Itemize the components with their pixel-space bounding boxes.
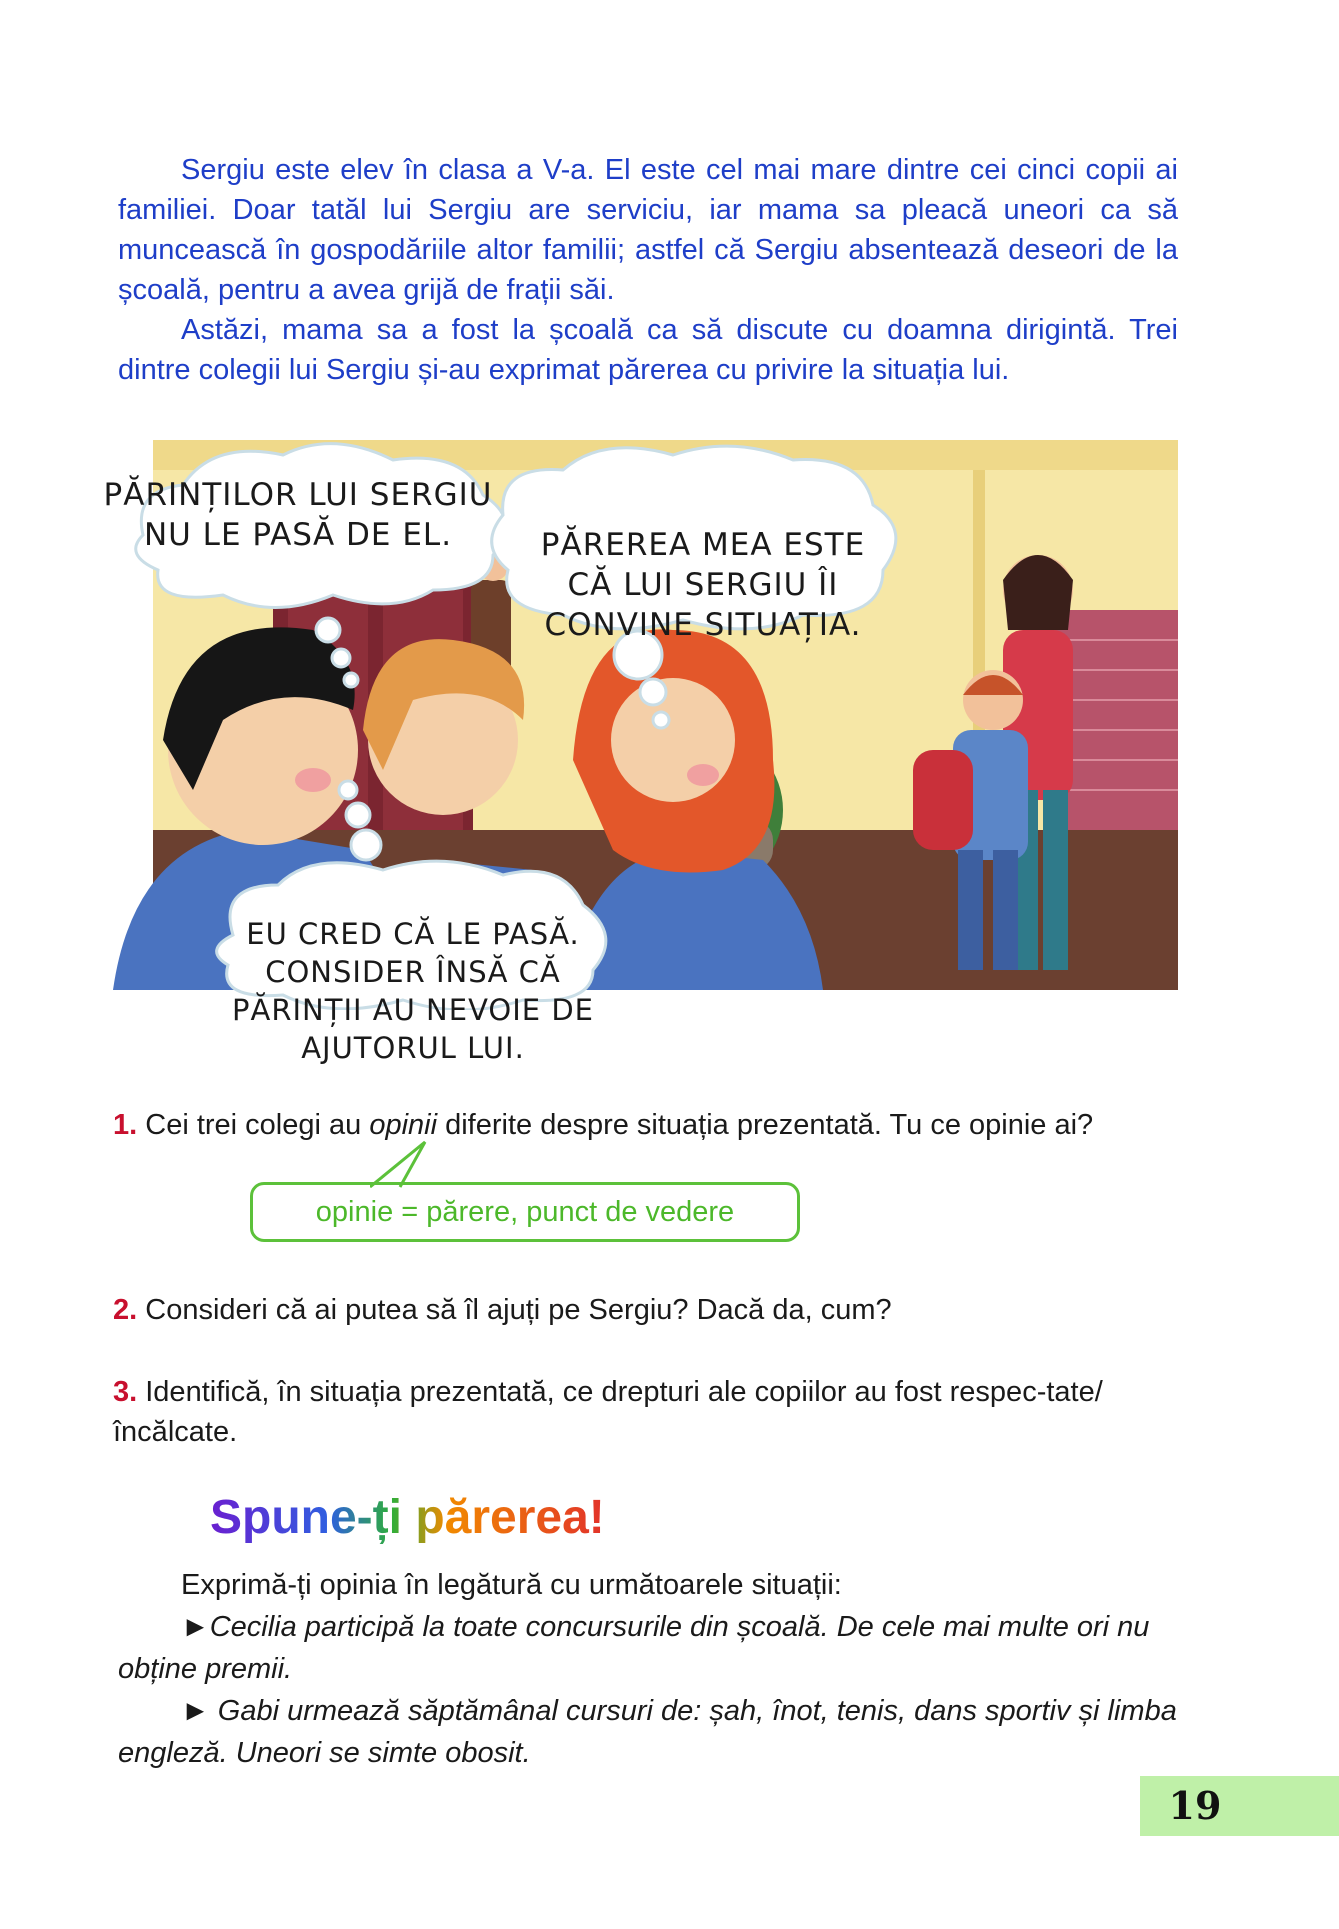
task-1-number: 1. bbox=[113, 1109, 138, 1141]
task-1-text-before: Cei trei colegi au bbox=[145, 1109, 370, 1141]
task-3 bbox=[113, 1372, 1183, 1452]
task-2-text: Consideri că ai putea să îl ajuți pe Sergiu? Dacă da, cum? bbox=[145, 1294, 892, 1326]
page-number: 19 bbox=[1168, 1783, 1222, 1828]
opinion-item-1: ►Cecilia participă la toate concursurile din școală. De cele mai multe ori nu obține premii. bbox=[118, 1611, 1150, 1685]
intro-text bbox=[118, 150, 1178, 390]
task-2-number: 2. bbox=[113, 1294, 138, 1326]
intro-paragraph-2: Astăzi, mama sa a fost la școală ca să discute cu doamna dirigintă. Trei dintre colegii lui Sergiu și-au exprimat părerea cu privire la situația lui. bbox=[118, 314, 1178, 386]
section-title: Spune-ți părerea! bbox=[210, 1491, 605, 1544]
task-1-emphasis: opinii bbox=[369, 1109, 438, 1141]
opinion-section bbox=[118, 1564, 1188, 1774]
definition-box: opinie = părere, punct de vedere bbox=[250, 1182, 800, 1242]
opinion-prompt: Exprimă-ți opinia în legătură cu următoarele situații: bbox=[181, 1569, 842, 1601]
task-3-text: Identifică, în situația prezentată, ce drepturi ale copiilor au fost respec-tate/ încălcate. bbox=[113, 1376, 1103, 1448]
task-2 bbox=[113, 1290, 1183, 1330]
task-3-number: 3. bbox=[113, 1376, 138, 1408]
thought-bubble-1: PĂRINȚILOR LUI SERGIU NU LE PASĂ DE EL. bbox=[103, 477, 493, 553]
thought-bubble-2: PĂREREA MEA ESTE CĂ LUI SERGIU ÎI CONVINE SITUAȚIA. bbox=[540, 527, 866, 643]
opinion-item-2: ► Gabi urmează săptămânal cursuri de: șah, înot, tenis, dans sportiv și limba engleză. Uneori se simte obosit. bbox=[118, 1695, 1177, 1769]
intro-paragraph-1: Sergiu este elev în clasa a V-a. El este cel mai mare dintre cei cinci copii ai familiei. Doar tatăl lui Sergiu are serviciu, iar mama sa pleacă uneori ca să muncească în gospodăriile altor familii; astfel că Sergiu absentează deseori de la școală, pentru a avea grijă de frații săi. bbox=[118, 154, 1178, 306]
thought-bubble-3: EU CRED CĂ LE PASĂ. CONSIDER ÎNSĂ CĂ PĂRINȚII AU NEVOIE DE AJUTORUL LUI. bbox=[232, 917, 594, 1065]
comic-illustration bbox=[103, 430, 1178, 1065]
task-1-text-after: diferite despre situația prezentată. Tu ce opinie ai? bbox=[437, 1109, 1094, 1141]
task-1 bbox=[113, 1105, 1183, 1145]
